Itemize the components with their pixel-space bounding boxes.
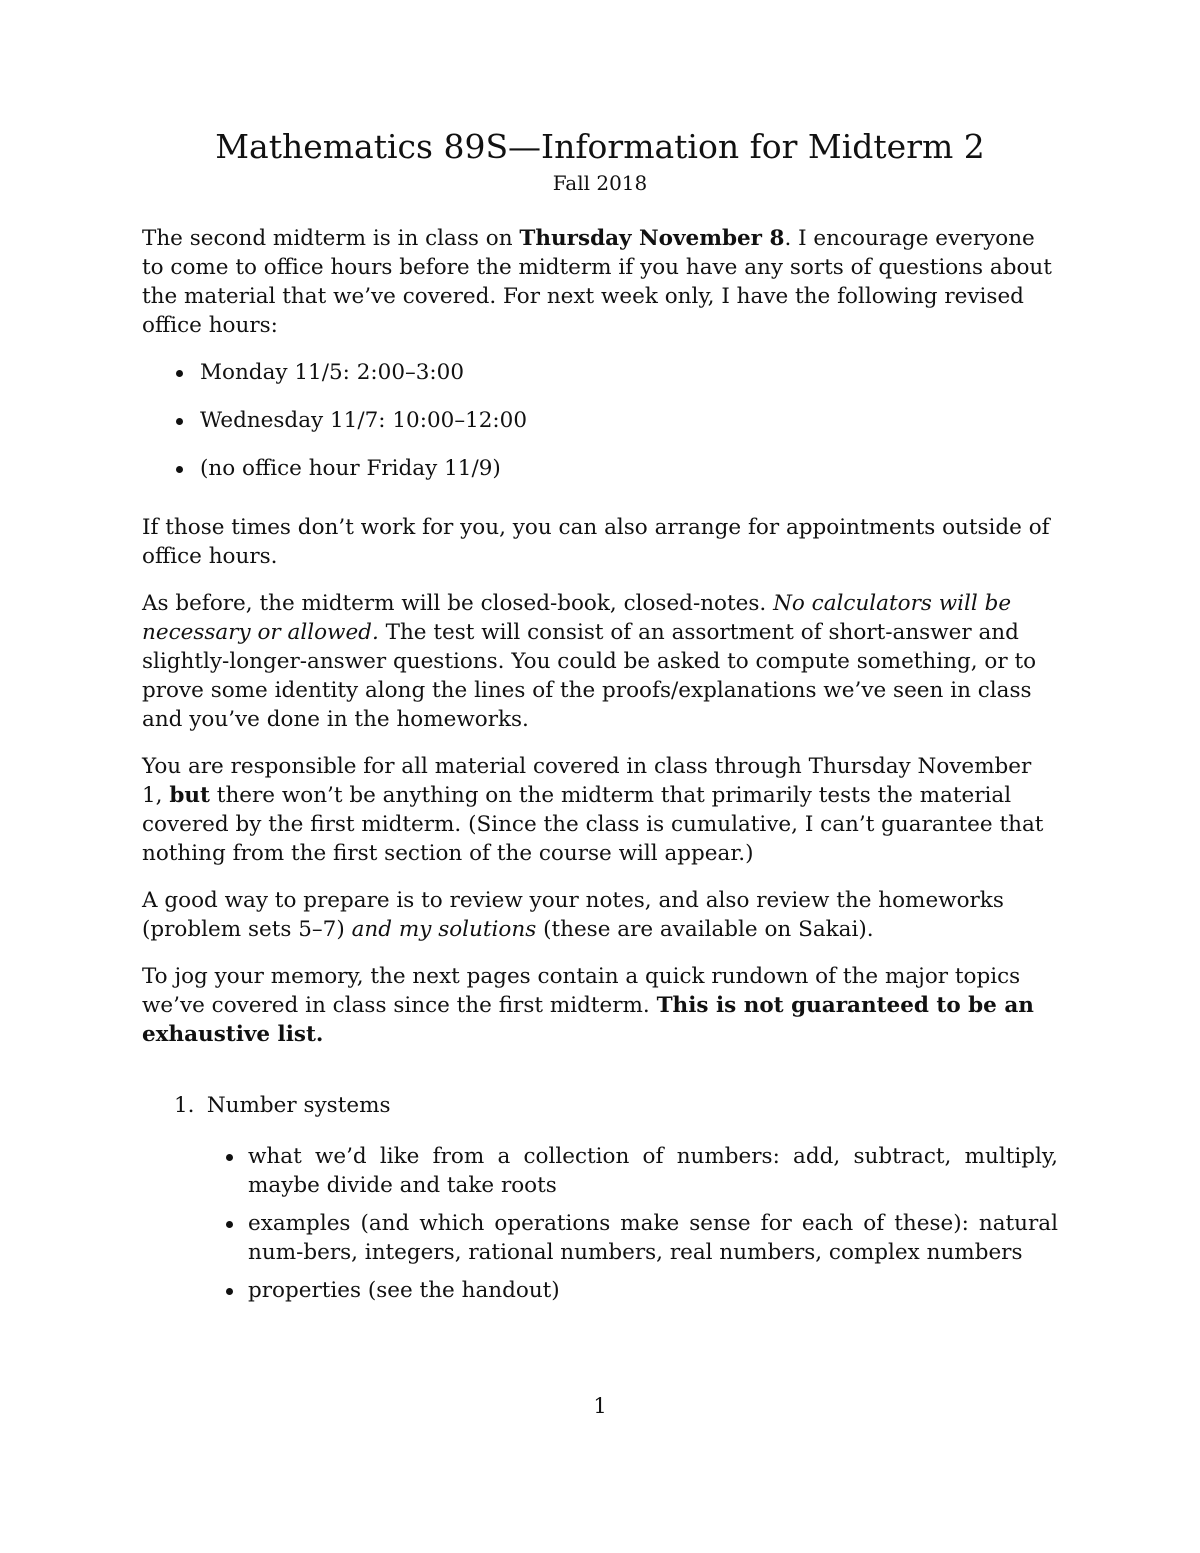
document-title: Mathematics 89S—Information for Midterm 2 (215, 127, 985, 166)
topic-title: Number systems (206, 1092, 391, 1118)
office-hours-item (176, 406, 1058, 435)
office-hours-text: Monday 11/5: 2:00–3:00 (200, 359, 465, 385)
bullet-icon (226, 1154, 233, 1161)
topic-number: 1. (174, 1092, 195, 1118)
office-hours-item (176, 358, 1058, 387)
format-text-b: The test will consist of an assortment of short-answer and slightly-longer-answer questions. You could be asked to compute something, or to prove some identity along the lines of the proofs/explanations we’ve seen in class and you’ve done in the homeworks. (142, 619, 1037, 732)
bullet-icon (226, 1221, 233, 1228)
bullet-icon (176, 418, 183, 425)
document-page (142, 128, 1058, 1314)
topic-heading (174, 1091, 1058, 1120)
intro-paragraph (142, 224, 1058, 340)
jog-bold: This is not guaranteed to be an exhaustive list. (142, 992, 1034, 1047)
jog-paragraph (142, 962, 1058, 1049)
office-hours-item (176, 454, 1058, 483)
prepare-text-b: (these are available on Sakai). (536, 916, 874, 942)
scope-bold: but (169, 782, 210, 808)
topic-item (226, 1276, 1058, 1305)
topics-list (174, 1091, 1058, 1305)
topic-items (226, 1142, 1058, 1305)
format-paragraph (142, 589, 1058, 734)
jog-text-a: To jog your memory, the next pages contain a quick rundown of the major topics we’ve covered in class since the first midterm. (142, 963, 1021, 1018)
topic-item-text: examples (and which operations make sense for each of these): natural num-bers, integers, rational numbers, real numbers, complex numbers (248, 1210, 1058, 1265)
topic-item (226, 1142, 1058, 1200)
intro-date-bold: Thursday November 8 (519, 225, 785, 251)
format-text-a: As before, the midterm will be closed-book, closed-notes. (142, 590, 774, 616)
scope-paragraph (142, 752, 1058, 868)
format-italic: No calculators will be necessary or allowed. (142, 590, 1012, 645)
office-hours-list (176, 358, 1058, 483)
prepare-italic: and my solutions (351, 916, 537, 942)
topic-item-text: properties (see the handout) (248, 1277, 560, 1303)
topic-item-text: what we’d like from a collection of numbers: add, subtract, multiply, maybe divide and take roots (248, 1143, 1058, 1198)
bullet-icon (176, 466, 183, 473)
office-hours-text: Wednesday 11/7: 10:00–12:00 (200, 407, 528, 433)
prepare-text-a: A good way to prepare is to review your notes, and also review the homeworks (problem sets 5–7) (142, 887, 1004, 942)
bullet-icon (226, 1288, 233, 1295)
prepare-paragraph (142, 886, 1058, 944)
document-subtitle: Fall 2018 (552, 170, 648, 195)
appointments-paragraph: If those times don’t work for you, you can also arrange for appointments outside of office hours. (142, 514, 1050, 569)
bullet-icon (176, 370, 183, 377)
page-number: 1 (593, 1394, 607, 1418)
scope-text-b: there won’t be anything on the midterm that primarily tests the material covered by the first midterm. (Since the class is cumulative, I can’t guarantee that nothing from the first section of the course will appear.) (142, 782, 1044, 866)
office-hours-text: (no office hour Friday 11/9) (200, 455, 501, 481)
intro-text-1: The second midterm is in class on (142, 225, 520, 251)
scope-text-a: You are responsible for all material covered in class through Thursday November 1, (142, 753, 1032, 808)
intro-text-2: . I encourage everyone to come to office hours before the midterm if you have any sorts of questions about the material that we’ve covered. For next week only, I have the following revised office hours: (142, 225, 1052, 338)
topic-item (226, 1209, 1058, 1267)
